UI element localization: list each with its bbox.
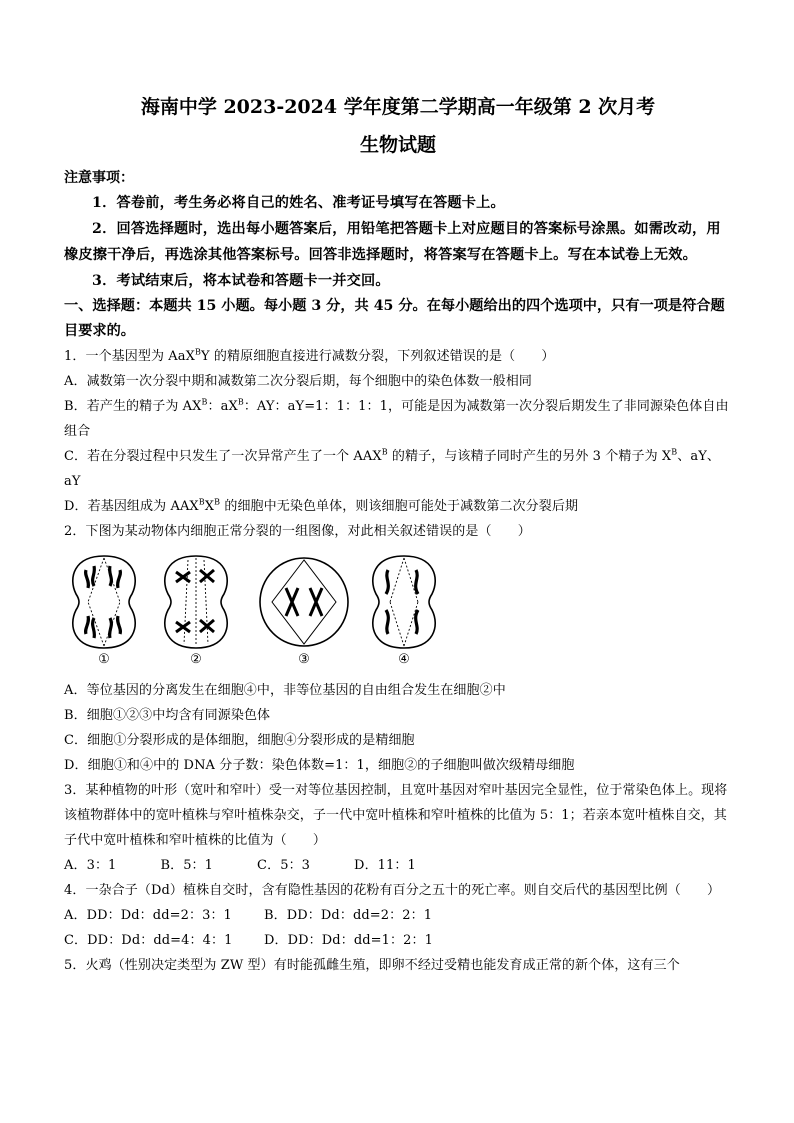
question-4-option-c: C．DD：Dd：dd=4：4：1 bbox=[64, 933, 233, 948]
cell-division-figure bbox=[64, 548, 732, 676]
cell-label-3: ③ bbox=[298, 652, 310, 667]
question-2-option-b: B．细胞①②③中均含有同源染色体 bbox=[64, 708, 271, 723]
cell-4-chromosomes-bottom bbox=[386, 610, 418, 634]
cell-1-membrane bbox=[73, 556, 135, 648]
notes-heading: 注意事项： bbox=[64, 170, 134, 186]
page-title: 海南中学 2023-2024 学年度第二学期高一年级第 2 次月考 bbox=[140, 96, 656, 118]
question-4-options-row-1 bbox=[64, 903, 732, 928]
question-4-options-row-2 bbox=[64, 928, 732, 953]
cell-2-chromosomes-top bbox=[176, 570, 214, 582]
question-3-stem: 3．某种植物的叶形（宽叶和窄叶）受一对等位基因控制，且宽叶基因对窄叶基因完全显性，位于常染色体上。现将该植物群体中的宽叶植株与窄叶植株杂交，子一代中宽叶植株和窄叶植株的比值为 5：1；若亲本宽叶植株自交，其子代中宽叶植株和窄叶植株的比值为（ ） bbox=[64, 783, 728, 848]
cell-2-chromosomes-bottom bbox=[176, 620, 214, 632]
cell-4-membrane bbox=[373, 556, 435, 648]
question-1-option-a: A．减数第一次分裂中期和减数第二次分裂后期，每个细胞中的染色体数一般相同 bbox=[64, 374, 532, 389]
question-4-option-a: A．DD：Dd：dd=2：3：1 bbox=[64, 908, 232, 923]
cell-label-2: ② bbox=[190, 652, 202, 667]
question-2-stem: 2．下图为某动物体内细胞正常分裂的一组图像，对此相关叙述错误的是（ ） bbox=[64, 524, 531, 539]
cell-3-chromosomes bbox=[286, 588, 322, 616]
question-5-stem: 5．火鸡（性别决定类型为 ZW 型）有时能孤雌生殖，即卵不经过受精也能发育成正常的新个体，这有三个 bbox=[64, 958, 680, 973]
note-item-3: 3．考试结束后，将本试卷和答题卡一并交回。 bbox=[92, 273, 390, 289]
question-3-option-b: B．5：1 bbox=[160, 858, 214, 873]
exam-page bbox=[64, 94, 732, 978]
question-2-option-c: C．细胞①分裂形成的是体细胞，细胞④分裂形成的是精细胞 bbox=[64, 733, 415, 748]
question-3-option-a: A．3：1 bbox=[64, 858, 117, 873]
question-3-option-c: C．5：3 bbox=[257, 858, 311, 873]
cell-2-spindle bbox=[184, 558, 208, 646]
question-1-option-d: D．若基因组成为 $AAX^BX^B$ 的细胞中无染色单体，则该细胞可能处于减数第二次分裂后期 bbox=[64, 497, 579, 514]
cell-division-diagram bbox=[64, 548, 444, 676]
question-4-stem: 4．一杂合子（Dd）植株自交时，含有隐性基因的花粉有百分之五十的死亡率。则自交后代的基因型比例（ ） bbox=[64, 883, 721, 898]
cell-4-chromosomes-top bbox=[386, 570, 418, 594]
question-4-option-b: B．DD：Dd：dd=2：2：1 bbox=[264, 908, 433, 923]
section-heading: 一、选择题：本题共 15 小题。每小题 3 分，共 45 分。在每小题给出的四个选项中，只有一项是符合题目要求的。 bbox=[64, 298, 725, 339]
question-4-option-d: D．DD：Dd：dd=1：2：1 bbox=[264, 933, 433, 948]
question-1-stem: 1．一个基因型为 AaX$^B$Y 的精原细胞直接进行减数分裂，下列叙述错误的是（ ） bbox=[64, 347, 555, 364]
page-subtitle: 生物试题 bbox=[359, 134, 436, 156]
question-3-option-d: D．11：1 bbox=[354, 858, 416, 873]
cell-label-1: ① bbox=[98, 652, 110, 667]
note-item-2: 2．回答选择题时，选出每小题答案后，用铅笔把答题卡上对应题目的答案标号涂黑。如需改动，用橡皮擦干净后，再选涂其他答案标号。回答非选择题时，将答案写在答题卡上。写在本试卷上无效。 bbox=[64, 221, 721, 263]
cell-1-chromosomes-bottom bbox=[86, 616, 121, 638]
cell-label-4: ④ bbox=[398, 652, 410, 667]
cell-3-spindle bbox=[272, 560, 336, 644]
question-1-option-b: B．若产生的精子为 $AX^B$：$aX^B$：AY：aY=1：1：1：1，可能是因为减数第一次分裂后期发生了非同源染色体自由组合 bbox=[64, 397, 729, 439]
question-3-options bbox=[64, 853, 732, 878]
question-1-option-c: C．若在分裂过程中只发生了一次异常产生了一个 $AAX^B$ 的精子，与该精子同时产生的另外 3 个精子为 $X^B$、aY、aY bbox=[64, 447, 720, 489]
note-item-1: 1．答卷前，考生务必将自己的姓名、准考证号填写在答题卡上。 bbox=[92, 195, 505, 211]
question-2-option-a: A．等位基因的分离发生在细胞④中，非等位基因的自由组合发生在细胞②中 bbox=[64, 683, 506, 698]
cell-4-spindle bbox=[390, 558, 418, 646]
cell-3-membrane bbox=[260, 558, 348, 646]
question-2-option-d: D．细胞①和④中的 DNA 分子数：染色体数=1：1，细胞②的子细胞叫做次级精母细胞 bbox=[64, 758, 575, 773]
cell-1-chromosomes-top bbox=[86, 566, 121, 588]
